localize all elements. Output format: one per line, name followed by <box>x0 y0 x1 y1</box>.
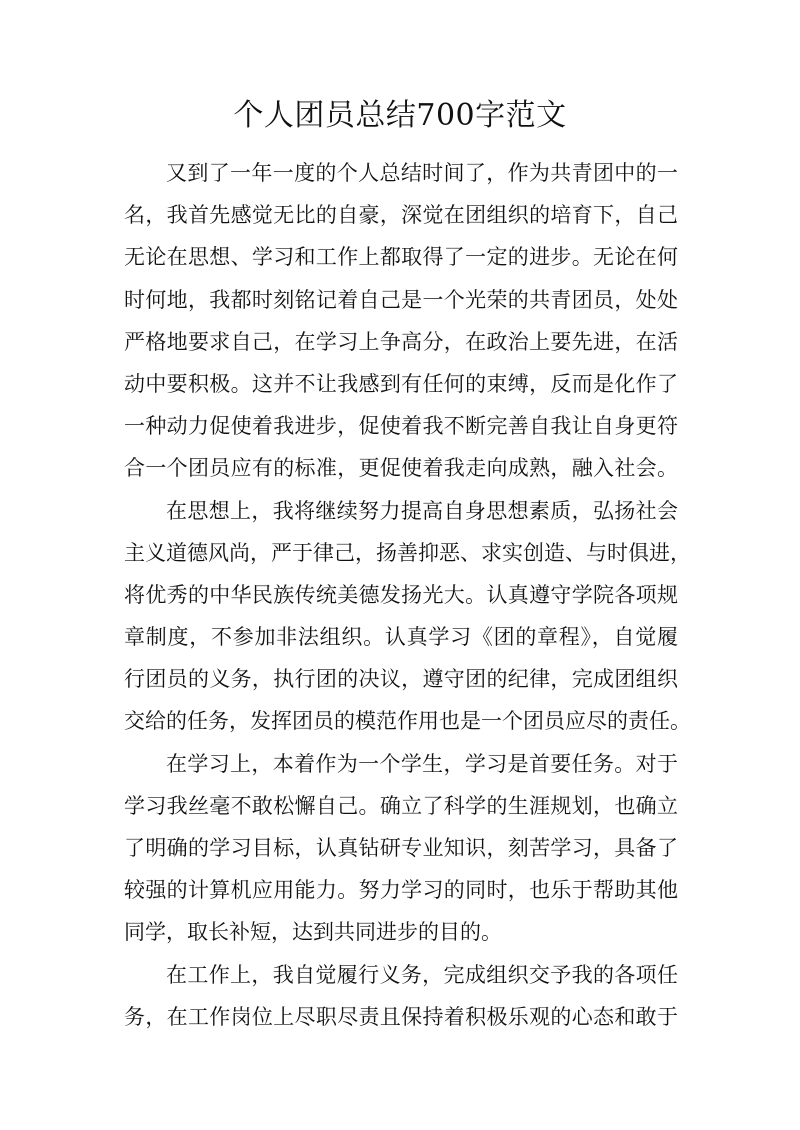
paragraph-4 <box>124 954 678 1038</box>
paragraph-4-line-2: 务，在工作岗位上尽职尽责且保持着积极乐观的心态和敢于 <box>124 1004 678 1029</box>
paragraph-1-line-1: 又到了一年一度的个人总结时间了，作为共青团中的一 <box>166 161 678 185</box>
paragraph-2-line-4: 章制度，不参加非法组织。认真学习《团的章程》，自觉履 <box>124 625 678 650</box>
paragraph-2-line-1: 在思想上，我将继续努力提高自身思想素质，弘扬社会 <box>166 498 678 523</box>
paragraph-2-line-2: 主义道德风尚，严于律己，扬善抑恶、求实创造、与时俱进， <box>124 540 691 565</box>
document-title: 个人团员总结700字范文 <box>233 98 567 133</box>
paragraph-1-line-6: 动中要积极。这并不让我感到有任何的束缚，反而是化作了 <box>124 371 678 396</box>
paragraph-1-line-8: 合一个团员应有的标准，更促使着我走向成熟，融入社会。 <box>124 456 678 481</box>
paragraph-3-line-4: 较强的计算机应用能力。努力学习的同时，也乐于帮助其他 <box>124 878 678 903</box>
paragraph-1-line-3: 无论在思想、学习和工作上都取得了一定的进步。无论在何 <box>124 245 678 270</box>
paragraph-1-line-5: 严格地要求自己，在学习上争高分，在政治上要先进，在活 <box>124 329 678 354</box>
paragraph-1-line-4: 时何地，我都时刻铭记着自己是一个光荣的共青团员，处处 <box>124 287 678 312</box>
paragraph-2 <box>124 490 691 743</box>
paragraph-2-line-3: 将优秀的中华民族传统美德发扬光大。认真遵守学院各项规 <box>124 582 678 607</box>
paragraph-2-line-5: 行团员的义务，执行团的决议，遵守团的纪律，完成团组织 <box>124 667 678 692</box>
paragraph-3-line-3: 了明确的学习目标，认真钻研专业知识，刻苦学习，具备了 <box>124 836 678 860</box>
paragraph-1-line-2: 名，我首先感觉无比的自豪，深觉在团组织的培育下，自己 <box>124 203 678 228</box>
paragraph-1-line-7: 一种动力促使着我进步，促使着我不断完善自我让自身更符 <box>124 414 678 439</box>
paragraph-2-line-6: 交给的任务，发挥团员的模范作用也是一个团员应尽的责任。 <box>124 709 691 734</box>
paragraph-3-line-2: 学习我丝毫不敢松懈自己。确立了科学的生涯规划，也确立 <box>124 793 678 818</box>
paragraph-3-line-5: 同学，取长补短，达到共同进步的目的。 <box>124 920 502 945</box>
paragraph-4-line-1: 在工作上，我自觉履行义务，完成组织交予我的各项任 <box>166 962 678 987</box>
paragraph-3 <box>124 743 678 954</box>
document-body <box>124 152 691 1038</box>
paragraph-1 <box>124 152 678 490</box>
paragraph-3-line-1: 在学习上，本着作为一个学生，学习是首要任务。对于 <box>166 751 678 776</box>
